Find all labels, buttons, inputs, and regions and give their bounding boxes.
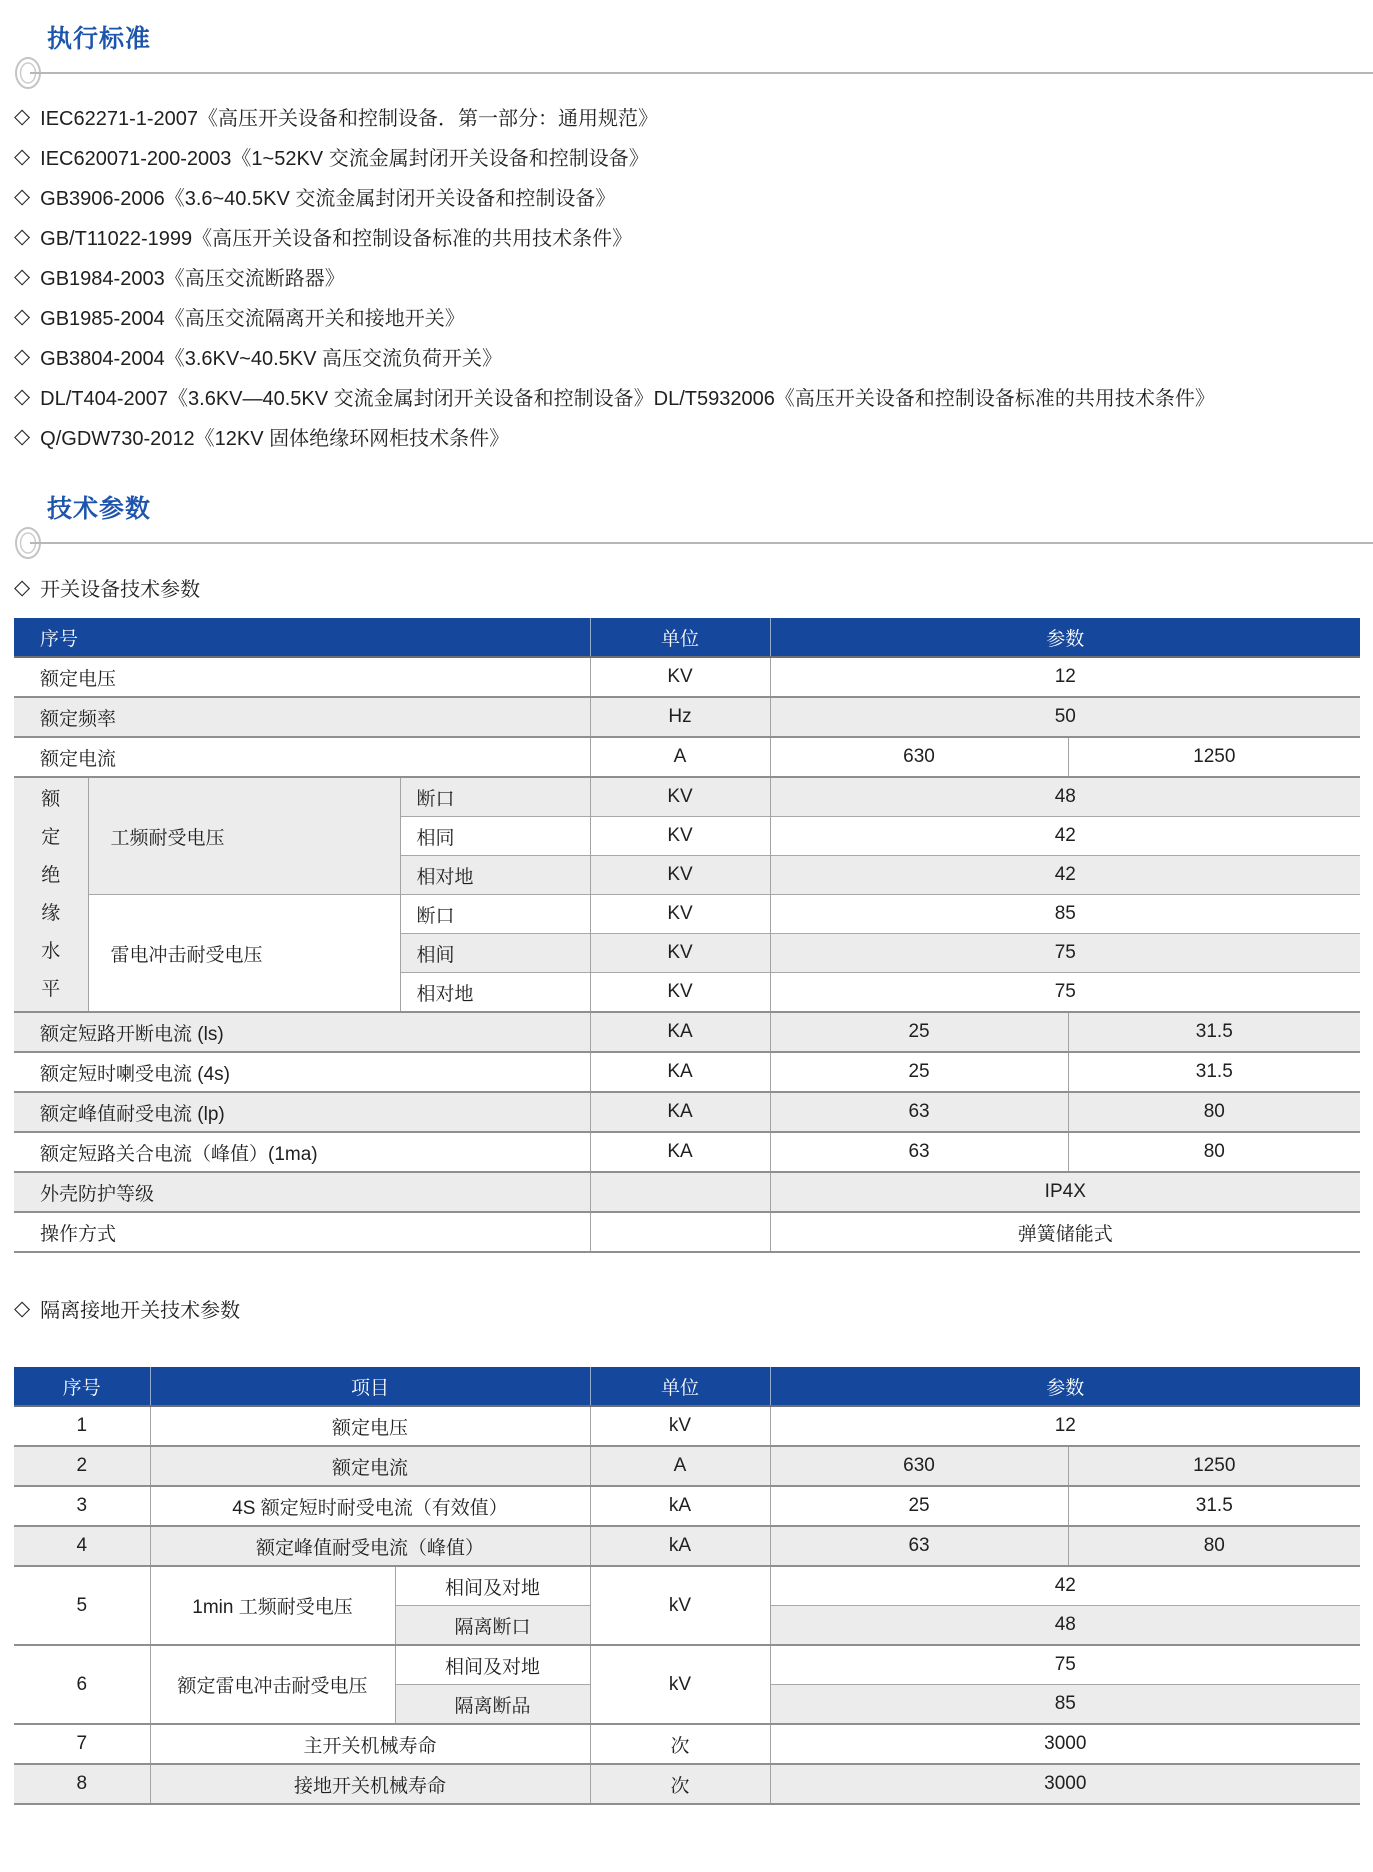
parameters-section-title: 技术参数: [47, 495, 152, 523]
diamond-bullet-icon: ◇: [14, 304, 31, 328]
cell-value: 31.5: [1068, 1052, 1360, 1092]
cell-value: 25: [770, 1012, 1068, 1052]
cell-condition: 断口: [400, 895, 590, 934]
cell-item: 额定雷电冲击耐受电压: [150, 1645, 395, 1724]
cell-item: 4S 额定短时耐受电流（有效值）: [150, 1486, 590, 1526]
standard-text: IEC62271-1-2007《高压开关设备和控制设备．第一部分：通用规范》: [40, 107, 659, 130]
table-row: [14, 895, 1360, 934]
isolation-switch-parameters-table: [14, 1367, 1360, 1805]
standard-text: GB1984-2003《高压交流断路器》: [40, 267, 345, 290]
list-item: [14, 416, 1373, 456]
standard-text: Q/GDW730-2012《12KV 固体绝缘环网柜技术条件》: [40, 427, 510, 450]
subsection-title: 隔离接地开关技术参数: [40, 1299, 241, 1322]
cell-value: 75: [770, 1645, 1360, 1685]
list-item: [14, 96, 1373, 136]
standards-list: [14, 96, 1373, 456]
section-parameters: [0, 494, 1373, 560]
table-row: [14, 1566, 1360, 1606]
cell-value: 42: [770, 856, 1360, 895]
standard-text: GB3906-2006《3.6~40.5KV 交流金属封闭开关设备和控制设备》: [40, 187, 616, 210]
cell-value: 3000: [770, 1764, 1360, 1804]
standard-text: IEC620071-200-2003《1~52KV 交流金属封闭开关设备和控制设备》: [40, 147, 649, 170]
cell-unit: KV: [590, 777, 770, 817]
cell-label: 操作方式: [14, 1212, 590, 1252]
diamond-bullet-icon: ◇: [14, 224, 31, 248]
table-row: [14, 777, 1360, 817]
diamond-bullet-icon: ◇: [14, 1296, 31, 1320]
table-row: [14, 657, 1360, 697]
cell-unit: 次: [590, 1724, 770, 1764]
cell-condition: 隔离断品: [395, 1685, 590, 1725]
cell-label: 额定电压: [14, 657, 590, 697]
cell-value: 630: [770, 1446, 1068, 1486]
subsection-isolation-label: [14, 1293, 1373, 1323]
cell-item: 额定电压: [150, 1406, 590, 1446]
cell-value: 42: [770, 1566, 1360, 1606]
cell-item: 1min 工频耐受电压: [150, 1566, 395, 1645]
table-row: [14, 1406, 1360, 1446]
diamond-bullet-icon: ◇: [14, 424, 31, 448]
column-header-item: 项目: [150, 1367, 590, 1406]
cell-value: 42: [770, 817, 1360, 856]
cell-label: 额定短时喇受电流 (4s): [14, 1052, 590, 1092]
standards-section-title: 执行标准: [47, 25, 152, 53]
diamond-bullet-icon: ◇: [14, 264, 31, 288]
list-item: [14, 296, 1373, 336]
table-row: [14, 1526, 1360, 1566]
standard-text: GB1985-2004《高压交流隔离开关和接地开关》: [40, 307, 465, 330]
table-row: [14, 1172, 1360, 1212]
cell-sub-group-label: 雷电冲击耐受电压: [88, 895, 400, 1013]
table-row: [14, 1092, 1360, 1132]
cell-value: 弹簧储能式: [770, 1212, 1360, 1252]
cell-value: 3000: [770, 1724, 1360, 1764]
cell-unit: [590, 1212, 770, 1252]
cell-value: IP4X: [770, 1172, 1360, 1212]
list-item: [14, 176, 1373, 216]
cell-value: 80: [1068, 1092, 1360, 1132]
standard-text: GB3804-2004《3.6KV~40.5KV 高压交流负荷开关》: [40, 347, 503, 370]
table-row: [14, 1212, 1360, 1252]
cell-unit: kV: [590, 1406, 770, 1446]
table-row: [14, 1012, 1360, 1052]
cell-value: 63: [770, 1132, 1068, 1172]
cell-label: 额定频率: [14, 697, 590, 737]
diamond-bullet-icon: ◇: [14, 344, 31, 368]
subsection-title: 开关设备技术参数: [40, 578, 201, 601]
cell-value: 75: [770, 934, 1360, 973]
cell-condition: 相间及对地: [395, 1566, 590, 1606]
cell-value: 48: [770, 777, 1360, 817]
divider-line: [30, 542, 1373, 544]
column-header-unit: 单位: [590, 618, 770, 657]
cell-value: 31.5: [1068, 1012, 1360, 1052]
cell-no: 8: [14, 1764, 150, 1804]
cell-unit: KV: [590, 817, 770, 856]
table-row: [14, 1446, 1360, 1486]
cell-unit: KV: [590, 657, 770, 697]
cell-sub-group-label: 工频耐受电压: [88, 777, 400, 895]
cell-value: 12: [770, 657, 1360, 697]
cell-label: 额定短路关合电流（峰值）(1ma): [14, 1132, 590, 1172]
cell-no: 3: [14, 1486, 150, 1526]
cell-value: 80: [1068, 1526, 1360, 1566]
cell-condition: 相对地: [400, 856, 590, 895]
cell-condition: 相对地: [400, 973, 590, 1013]
diamond-bullet-icon: ◇: [14, 104, 31, 128]
table-row: [14, 1132, 1360, 1172]
table-row: [14, 1724, 1360, 1764]
column-header-no: 序号: [14, 1367, 150, 1406]
subsection-switchgear-label: [14, 572, 1373, 602]
cell-unit: kV: [590, 1566, 770, 1645]
cell-no: 6: [14, 1645, 150, 1724]
cell-unit: kA: [590, 1526, 770, 1566]
cell-unit: [590, 1172, 770, 1212]
cell-value: 25: [770, 1052, 1068, 1092]
cell-value: 12: [770, 1406, 1360, 1446]
cell-no: 4: [14, 1526, 150, 1566]
cell-item: 额定电流: [150, 1446, 590, 1486]
cell-no: 1: [14, 1406, 150, 1446]
diamond-bullet-icon: ◇: [14, 575, 31, 599]
list-item: [14, 336, 1373, 376]
cell-value: 31.5: [1068, 1486, 1360, 1526]
cell-unit: 次: [590, 1764, 770, 1804]
cell-value: 1250: [1068, 737, 1360, 777]
cell-unit: Hz: [590, 697, 770, 737]
cell-value: 50: [770, 697, 1360, 737]
cell-condition: 相间: [400, 934, 590, 973]
table-row: [14, 1645, 1360, 1685]
cell-item: 额定峰值耐受电流（峰值）: [150, 1526, 590, 1566]
switchgear-parameters-table: [14, 618, 1360, 1253]
cell-group-label: 额定绝缘水平: [14, 777, 88, 1012]
standard-text: GB/T11022-1999《高压开关设备和控制设备标准的共用技术条件》: [40, 227, 633, 250]
table-header-row: [14, 618, 1360, 657]
cell-condition: 隔离断口: [395, 1606, 590, 1646]
cell-label: 额定电流: [14, 737, 590, 777]
cell-value: 75: [770, 973, 1360, 1013]
cell-unit: KA: [590, 1092, 770, 1132]
list-item: [14, 256, 1373, 296]
cell-unit: KV: [590, 973, 770, 1013]
cell-no: 7: [14, 1724, 150, 1764]
cell-unit: KA: [590, 1052, 770, 1092]
cell-unit: A: [590, 1446, 770, 1486]
cell-unit: A: [590, 737, 770, 777]
cell-no: 2: [14, 1446, 150, 1486]
cell-value: 63: [770, 1092, 1068, 1132]
cell-unit: kA: [590, 1486, 770, 1526]
column-header-param: 参数: [770, 618, 1360, 657]
cell-item: 接地开关机械寿命: [150, 1764, 590, 1804]
cell-value: 85: [770, 895, 1360, 934]
table-row: [14, 1764, 1360, 1804]
cell-value: 25: [770, 1486, 1068, 1526]
table-header-row: [14, 1367, 1360, 1406]
cell-value: 1250: [1068, 1446, 1360, 1486]
column-header-param: 参数: [770, 1367, 1360, 1406]
cell-no: 5: [14, 1566, 150, 1645]
cell-unit: KA: [590, 1012, 770, 1052]
cell-value: 630: [770, 737, 1068, 777]
page: [0, 24, 1373, 1872]
cell-unit: KV: [590, 895, 770, 934]
table-row: [14, 1052, 1360, 1092]
cell-label: 额定峰值耐受电流 (lp): [14, 1092, 590, 1132]
list-item: [14, 376, 1373, 416]
cell-value: 48: [770, 1606, 1360, 1646]
cell-condition: 相间及对地: [395, 1645, 590, 1685]
cell-unit: KA: [590, 1132, 770, 1172]
section-standards: [0, 24, 1373, 90]
cell-unit: kV: [590, 1645, 770, 1724]
cell-condition: 相同: [400, 817, 590, 856]
cell-unit: KV: [590, 856, 770, 895]
cell-label: 外壳防护等级: [14, 1172, 590, 1212]
cell-item: 主开关机械寿命: [150, 1724, 590, 1764]
column-header-unit: 单位: [590, 1367, 770, 1406]
divider-line: [30, 72, 1373, 74]
diamond-bullet-icon: ◇: [14, 144, 31, 168]
cell-value: 85: [770, 1685, 1360, 1725]
cell-value: 80: [1068, 1132, 1360, 1172]
column-header-serial: 序号: [14, 618, 590, 657]
cell-value: 63: [770, 1526, 1068, 1566]
table-row: [14, 737, 1360, 777]
table-row: [14, 1486, 1360, 1526]
parameters-divider: [0, 526, 1373, 560]
standards-divider: [0, 56, 1373, 90]
list-item: [14, 136, 1373, 176]
list-item: [14, 216, 1373, 256]
cell-unit: KV: [590, 934, 770, 973]
cell-condition: 断口: [400, 777, 590, 817]
standard-text: DL/T404-2007《3.6KV—40.5KV 交流金属封闭开关设备和控制设备》DL/T5932006《高压开关设备和控制设备标准的共用技术条件》: [40, 387, 1215, 410]
diamond-bullet-icon: ◇: [14, 384, 31, 408]
cell-label: 额定短路开断电流 (ls): [14, 1012, 590, 1052]
diamond-bullet-icon: ◇: [14, 184, 31, 208]
table-row: [14, 697, 1360, 737]
